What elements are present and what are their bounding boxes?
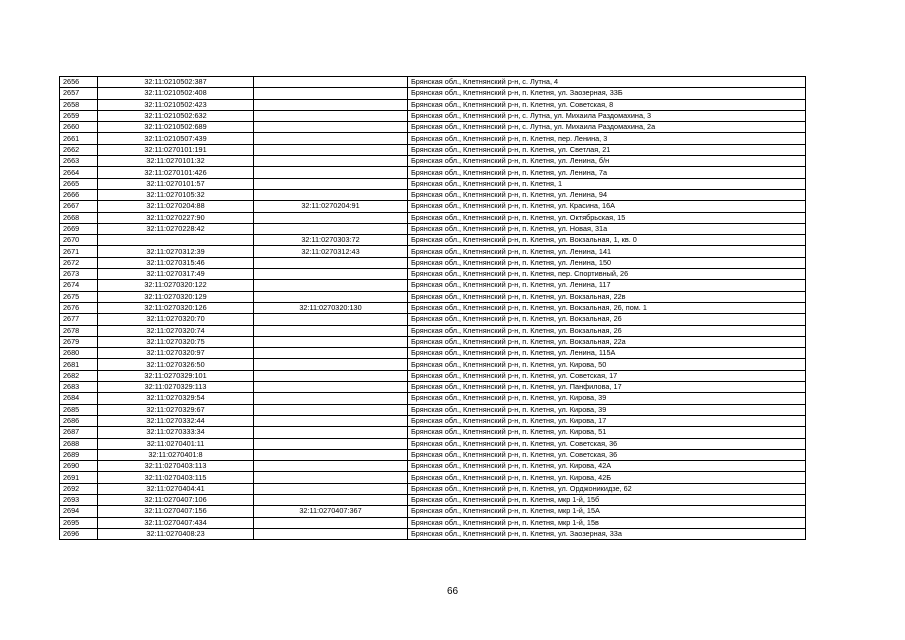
address-cell: Брянская обл., Клетнянский р-н, п. Клетня, ул. Советская, 8 (408, 99, 806, 110)
address-cell: Брянская обл., Клетнянский р-н, п. Клетня, ул. Вокзальная, 26 (408, 325, 806, 336)
linked-cadastral-number-cell (254, 269, 408, 280)
table-row (60, 528, 806, 539)
table-row (60, 133, 806, 144)
linked-cadastral-number-cell (254, 122, 408, 133)
address-cell: Брянская обл., Клетнянский р-н, п. Клетня, ул. Кирова, 51 (408, 427, 806, 438)
address-cell: Брянская обл., Клетнянский р-н, п. Клетня, ул. Кирова, 39 (408, 404, 806, 415)
linked-cadastral-number-cell (254, 427, 408, 438)
address-cell: Брянская обл., Клетнянский р-н, п. Клетня, мкр 1-й, 15в (408, 517, 806, 528)
row-number-cell: 2672 (60, 257, 98, 268)
linked-cadastral-number-cell (254, 438, 408, 449)
row-number-cell: 2669 (60, 223, 98, 234)
cadastral-number-cell: 32:11:0270320:122 (98, 280, 254, 291)
address-cell: Брянская обл., Клетнянский р-н, п. Клетня, ул. Ленина, 141 (408, 246, 806, 257)
address-cell: Брянская обл., Клетнянский р-н, с. Лутна, ул. Михаила Раздомахина, 2а (408, 122, 806, 133)
address-cell: Брянская обл., Клетнянский р-н, п. Клетня, ул. Ленина, 115А (408, 348, 806, 359)
address-cell: Брянская обл., Клетнянский р-н, п. Клетня, мкр 1-й, 15б (408, 494, 806, 505)
linked-cadastral-number-cell (254, 370, 408, 381)
table-row (60, 336, 806, 347)
address-cell: Брянская обл., Клетнянский р-н, с. Лутна, ул. Михаила Раздомахина, 3 (408, 110, 806, 121)
table-row (60, 494, 806, 505)
linked-cadastral-number-cell (254, 88, 408, 99)
cadastral-number-cell: 32:11:0270326:50 (98, 359, 254, 370)
table-row (60, 144, 806, 155)
address-cell: Брянская обл., Клетнянский р-н, п. Клетня, ул. Орджоникидзе, 62 (408, 483, 806, 494)
cadastral-number-cell: 32:11:0270329:67 (98, 404, 254, 415)
table-row (60, 212, 806, 223)
address-cell: Брянская обл., Клетнянский р-н, п. Клетня, ул. Вокзальная, 22в (408, 291, 806, 302)
cadastral-number-cell: 32:11:0210502:387 (98, 77, 254, 88)
address-cell: Брянская обл., Клетнянский р-н, п. Клетня, ул. Вокзальная, 26 (408, 314, 806, 325)
table-row (60, 517, 806, 528)
cadastral-number-cell: 32:11:0270403:113 (98, 461, 254, 472)
linked-cadastral-number-cell (254, 99, 408, 110)
cadastral-number-cell: 32:11:0270228:42 (98, 223, 254, 234)
cadastral-number-cell: 32:11:0270329:101 (98, 370, 254, 381)
cadastral-number-cell: 32:11:0270320:74 (98, 325, 254, 336)
row-number-cell: 2656 (60, 77, 98, 88)
table-row (60, 483, 806, 494)
linked-cadastral-number-cell (254, 223, 408, 234)
address-cell: Брянская обл., Клетнянский р-н, п. Клетня, ул. Новая, 31а (408, 223, 806, 234)
registry-table-body (60, 77, 806, 540)
cadastral-number-cell: 32:11:0270101:191 (98, 144, 254, 155)
row-number-cell: 2675 (60, 291, 98, 302)
linked-cadastral-number-cell (254, 382, 408, 393)
row-number-cell: 2671 (60, 246, 98, 257)
address-cell: Брянская обл., Клетнянский р-н, п. Клетня, ул. Кирова, 39 (408, 393, 806, 404)
row-number-cell: 2689 (60, 449, 98, 460)
cadastral-number-cell: 32:11:0210502:632 (98, 110, 254, 121)
row-number-cell: 2663 (60, 156, 98, 167)
linked-cadastral-number-cell (254, 314, 408, 325)
address-cell: Брянская обл., Клетнянский р-н, п. Клетня, ул. Кирова, 42А (408, 461, 806, 472)
row-number-cell: 2692 (60, 483, 98, 494)
cadastral-number-cell: 32:11:0270227:90 (98, 212, 254, 223)
row-number-cell: 2667 (60, 201, 98, 212)
table-row (60, 438, 806, 449)
table-row (60, 472, 806, 483)
row-number-cell: 2657 (60, 88, 98, 99)
linked-cadastral-number-cell: 32:11:0270407:367 (254, 506, 408, 517)
linked-cadastral-number-cell (254, 517, 408, 528)
address-cell: Брянская обл., Клетнянский р-н, п. Клетня, ул. Ленина, 94 (408, 189, 806, 200)
cadastral-number-cell: 32:11:0270317:49 (98, 269, 254, 280)
address-cell: Брянская обл., Клетнянский р-н, п. Клетня, пер. Спортивный, 26 (408, 269, 806, 280)
cadastral-number-cell (98, 235, 254, 246)
table-row (60, 291, 806, 302)
linked-cadastral-number-cell (254, 359, 408, 370)
cadastral-number-cell: 32:11:0270320:75 (98, 336, 254, 347)
address-cell: Брянская обл., Клетнянский р-н, п. Клетня, ул. Вокзальная, 22а (408, 336, 806, 347)
address-cell: Брянская обл., Клетнянский р-н, с. Лутна, 4 (408, 77, 806, 88)
linked-cadastral-number-cell (254, 404, 408, 415)
address-cell: Брянская обл., Клетнянский р-н, п. Клетня, ул. Панфилова, 17 (408, 382, 806, 393)
linked-cadastral-number-cell (254, 348, 408, 359)
row-number-cell: 2666 (60, 189, 98, 200)
linked-cadastral-number-cell (254, 156, 408, 167)
row-number-cell: 2688 (60, 438, 98, 449)
cadastral-number-cell: 32:11:0210502:408 (98, 88, 254, 99)
linked-cadastral-number-cell (254, 144, 408, 155)
table-row (60, 427, 806, 438)
linked-cadastral-number-cell (254, 336, 408, 347)
linked-cadastral-number-cell: 32:11:0270312:43 (254, 246, 408, 257)
row-number-cell: 2659 (60, 110, 98, 121)
table-row (60, 178, 806, 189)
address-cell: Брянская обл., Клетнянский р-н, п. Клетня, ул. Ленина, 7а (408, 167, 806, 178)
address-cell: Брянская обл., Клетнянский р-н, п. Клетня, ул. Советская, 17 (408, 370, 806, 381)
table-row (60, 404, 806, 415)
linked-cadastral-number-cell (254, 393, 408, 404)
row-number-cell: 2693 (60, 494, 98, 505)
linked-cadastral-number-cell (254, 325, 408, 336)
cadastral-number-cell: 32:11:0270407:434 (98, 517, 254, 528)
row-number-cell: 2679 (60, 336, 98, 347)
table-row (60, 461, 806, 472)
row-number-cell: 2681 (60, 359, 98, 370)
cadastral-number-cell: 32:11:0270407:106 (98, 494, 254, 505)
row-number-cell: 2674 (60, 280, 98, 291)
cadastral-number-cell: 32:11:0270401:8 (98, 449, 254, 460)
cadastral-number-cell: 32:11:0270320:97 (98, 348, 254, 359)
table-row (60, 393, 806, 404)
table-row (60, 167, 806, 178)
table-row (60, 302, 806, 313)
linked-cadastral-number-cell: 32:11:0270303:72 (254, 235, 408, 246)
cadastral-number-cell: 32:11:0270403:115 (98, 472, 254, 483)
address-cell: Брянская обл., Клетнянский р-н, п. Клетня, ул. Красина, 16А (408, 201, 806, 212)
linked-cadastral-number-cell: 32:11:0270320:130 (254, 302, 408, 313)
table-row (60, 280, 806, 291)
linked-cadastral-number-cell (254, 178, 408, 189)
row-number-cell: 2682 (60, 370, 98, 381)
linked-cadastral-number-cell (254, 449, 408, 460)
address-cell: Брянская обл., Клетнянский р-н, п. Клетня, ул. Вокзальная, 26, пом. 1 (408, 302, 806, 313)
row-number-cell: 2658 (60, 99, 98, 110)
linked-cadastral-number-cell (254, 415, 408, 426)
cadastral-number-cell: 32:11:0210502:689 (98, 122, 254, 133)
cadastral-number-cell: 32:11:0210502:423 (98, 99, 254, 110)
table-row (60, 77, 806, 88)
table-row (60, 156, 806, 167)
row-number-cell: 2694 (60, 506, 98, 517)
table-row (60, 415, 806, 426)
cadastral-number-cell: 32:11:0270333:34 (98, 427, 254, 438)
row-number-cell: 2670 (60, 235, 98, 246)
linked-cadastral-number-cell (254, 189, 408, 200)
linked-cadastral-number-cell (254, 167, 408, 178)
linked-cadastral-number-cell (254, 472, 408, 483)
table-row (60, 269, 806, 280)
cadastral-number-cell: 32:11:0270101:426 (98, 167, 254, 178)
cadastral-number-cell: 32:11:0270401:11 (98, 438, 254, 449)
linked-cadastral-number-cell (254, 133, 408, 144)
cadastral-number-cell: 32:11:0270101:32 (98, 156, 254, 167)
linked-cadastral-number-cell (254, 291, 408, 302)
address-cell: Брянская обл., Клетнянский р-н, п. Клетня, ул. Заозерная, 33Б (408, 88, 806, 99)
row-number-cell: 2677 (60, 314, 98, 325)
row-number-cell: 2664 (60, 167, 98, 178)
cadastral-number-cell: 32:11:0270315:46 (98, 257, 254, 268)
address-cell: Брянская обл., Клетнянский р-н, п. Клетня, ул. Ленина, 150 (408, 257, 806, 268)
table-row (60, 122, 806, 133)
address-cell: Брянская обл., Клетнянский р-н, п. Клетня, ул. Советская, 36 (408, 449, 806, 460)
linked-cadastral-number-cell (254, 77, 408, 88)
address-cell: Брянская обл., Клетнянский р-н, п. Клетня, ул. Кирова, 42Б (408, 472, 806, 483)
cadastral-number-cell: 32:11:0270329:54 (98, 393, 254, 404)
table-row (60, 325, 806, 336)
cadastral-number-cell: 32:11:0270332:44 (98, 415, 254, 426)
table-row (60, 235, 806, 246)
address-cell: Брянская обл., Клетнянский р-н, п. Клетня, ул. Кирова, 17 (408, 415, 806, 426)
address-cell: Брянская обл., Клетнянский р-н, п. Клетня, ул. Кирова, 50 (408, 359, 806, 370)
cadastral-number-cell: 32:11:0270204:88 (98, 201, 254, 212)
row-number-cell: 2686 (60, 415, 98, 426)
address-cell: Брянская обл., Клетнянский р-н, п. Клетня, пер. Ленина, 3 (408, 133, 806, 144)
row-number-cell: 2683 (60, 382, 98, 393)
table-row (60, 99, 806, 110)
row-number-cell: 2687 (60, 427, 98, 438)
linked-cadastral-number-cell (254, 110, 408, 121)
table-row (60, 348, 806, 359)
cadastral-number-cell: 32:11:0270404:41 (98, 483, 254, 494)
row-number-cell: 2668 (60, 212, 98, 223)
linked-cadastral-number-cell: 32:11:0270204:91 (254, 201, 408, 212)
row-number-cell: 2690 (60, 461, 98, 472)
linked-cadastral-number-cell (254, 461, 408, 472)
linked-cadastral-number-cell (254, 494, 408, 505)
table-row (60, 449, 806, 460)
row-number-cell: 2662 (60, 144, 98, 155)
table-row (60, 370, 806, 381)
linked-cadastral-number-cell (254, 257, 408, 268)
address-cell: Брянская обл., Клетнянский р-н, п. Клетня, мкр 1-й, 15А (408, 506, 806, 517)
table-row (60, 223, 806, 234)
row-number-cell: 2696 (60, 528, 98, 539)
row-number-cell: 2676 (60, 302, 98, 313)
cadastral-number-cell: 32:11:0270312:39 (98, 246, 254, 257)
table-row (60, 110, 806, 121)
row-number-cell: 2680 (60, 348, 98, 359)
address-cell: Брянская обл., Клетнянский р-н, п. Клетня, ул. Октябрьская, 15 (408, 212, 806, 223)
linked-cadastral-number-cell (254, 528, 408, 539)
row-number-cell: 2684 (60, 393, 98, 404)
cadastral-number-cell: 32:11:0270407:156 (98, 506, 254, 517)
address-cell: Брянская обл., Клетнянский р-н, п. Клетня, ул. Светлая, 21 (408, 144, 806, 155)
row-number-cell: 2678 (60, 325, 98, 336)
registry-table (59, 76, 806, 540)
table-row (60, 88, 806, 99)
cadastral-number-cell: 32:11:0270320:126 (98, 302, 254, 313)
linked-cadastral-number-cell (254, 483, 408, 494)
row-number-cell: 2661 (60, 133, 98, 144)
cadastral-number-cell: 32:11:0270320:129 (98, 291, 254, 302)
table-row (60, 257, 806, 268)
row-number-cell: 2665 (60, 178, 98, 189)
cadastral-number-cell: 32:11:0210507:439 (98, 133, 254, 144)
row-number-cell: 2685 (60, 404, 98, 415)
table-row (60, 189, 806, 200)
cadastral-number-cell: 32:11:0270408:23 (98, 528, 254, 539)
address-cell: Брянская обл., Клетнянский р-н, п. Клетня, ул. Советская, 36 (408, 438, 806, 449)
cadastral-number-cell: 32:11:0270329:113 (98, 382, 254, 393)
table-row (60, 506, 806, 517)
address-cell: Брянская обл., Клетнянский р-н, п. Клетня, ул. Ленина, б/н (408, 156, 806, 167)
table-row (60, 314, 806, 325)
address-cell: Брянская обл., Клетнянский р-н, п. Клетня, ул. Вокзальная, 1, кв. 0 (408, 235, 806, 246)
row-number-cell: 2673 (60, 269, 98, 280)
row-number-cell: 2691 (60, 472, 98, 483)
cadastral-number-cell: 32:11:0270101:57 (98, 178, 254, 189)
row-number-cell: 2660 (60, 122, 98, 133)
row-number-cell: 2695 (60, 517, 98, 528)
address-cell: Брянская обл., Клетнянский р-н, п. Клетня, ул. Заозерная, 33а (408, 528, 806, 539)
page-number: 66 (446, 586, 459, 597)
table-row (60, 246, 806, 257)
cadastral-number-cell: 32:11:0270320:70 (98, 314, 254, 325)
table-row (60, 359, 806, 370)
cadastral-number-cell: 32:11:0270105:32 (98, 189, 254, 200)
linked-cadastral-number-cell (254, 280, 408, 291)
table-row (60, 382, 806, 393)
linked-cadastral-number-cell (254, 212, 408, 223)
table-row (60, 201, 806, 212)
address-cell: Брянская обл., Клетнянский р-н, п. Клетня, 1 (408, 178, 806, 189)
address-cell: Брянская обл., Клетнянский р-н, п. Клетня, ул. Ленина, 117 (408, 280, 806, 291)
